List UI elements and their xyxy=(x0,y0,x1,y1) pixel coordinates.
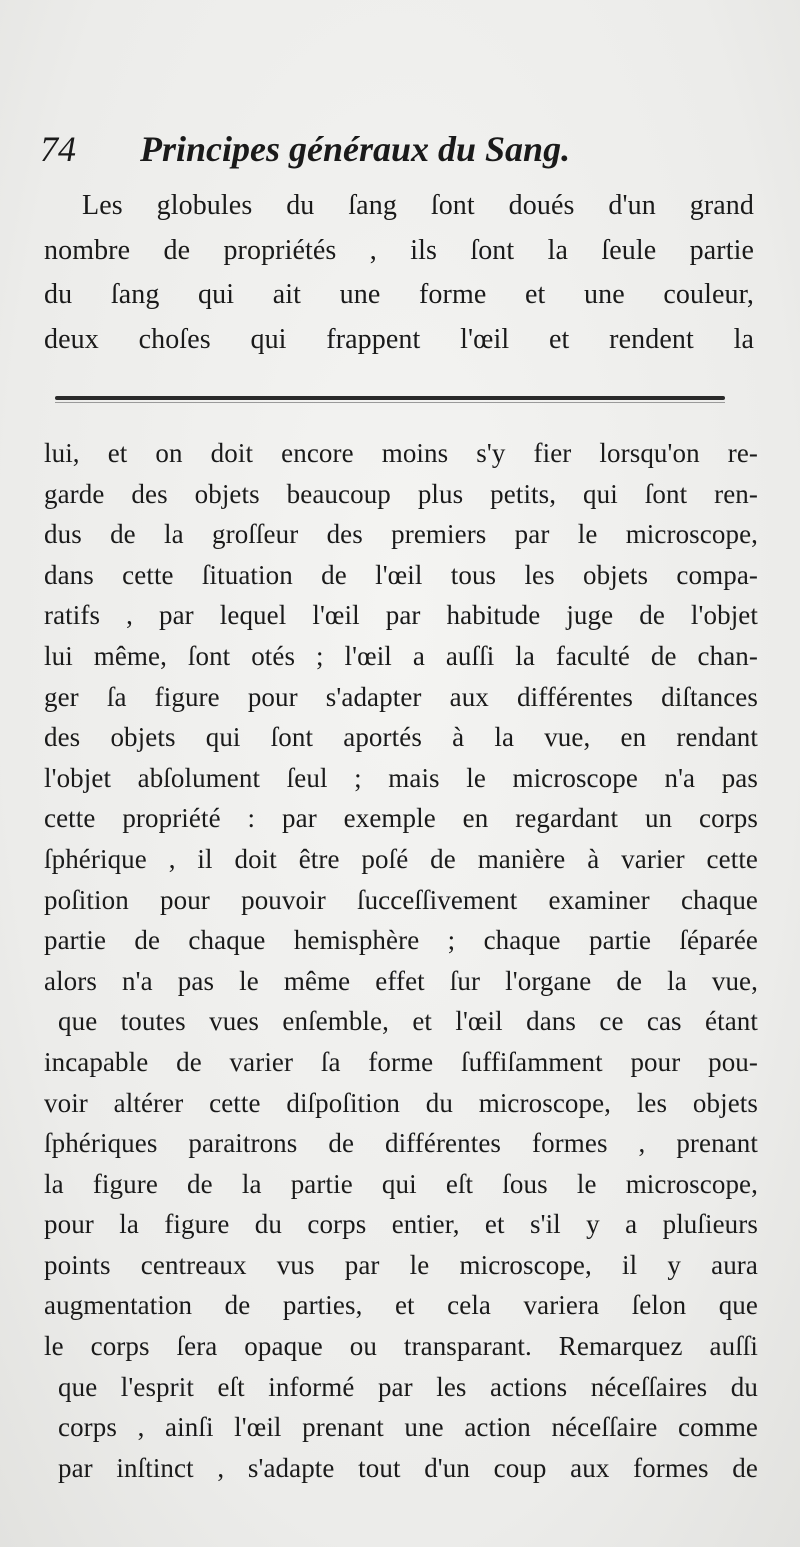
text-line: augmentation de parties, et cela variera ſelon que xyxy=(44,1290,758,1321)
text-line: ſphérique , il doit être poſé de manière à varier cette xyxy=(44,843,758,874)
text-line: ratifs , par lequel l'œil par habitude juge de l'objet xyxy=(44,600,758,631)
text-line: points centreaux vus par le microscope, il y aura xyxy=(44,1249,758,1280)
text-line: par inſtinct , s'adapte tout d'un coup aux formes de xyxy=(58,1452,758,1483)
text-line: dus de la groſſeur des premiers par le microscope, xyxy=(44,519,758,550)
text-line: l'objet abſolument ſeul ; mais le microscope n'a pas xyxy=(44,762,758,793)
text-line: le corps ſera opaque ou transparant. Remarquez auſſi xyxy=(44,1331,758,1362)
text-line: cette propriété : par exemple en regardant un corps xyxy=(44,803,758,834)
text-line: alors n'a pas le même effet ſur l'organe de la vue, xyxy=(44,965,758,996)
text-line: que l'esprit eſt informé par les actions néceſſaires du xyxy=(58,1371,758,1402)
text-line: du ſang qui ait une forme et une couleur, xyxy=(44,279,754,310)
text-line: corps , ainſi l'œil prenant une action néceſſaire comme xyxy=(58,1412,758,1443)
text-line: dans cette ſituation de l'œil tous les objets compa- xyxy=(44,559,758,590)
text-line: poſition pour pouvoir ſucceſſivement examiner chaque xyxy=(44,884,758,915)
text-line: ſphériques paraitrons de différentes formes , prenant xyxy=(44,1128,758,1159)
page-header xyxy=(40,128,740,178)
text-line: pour la figure du corps entier, et s'il y a pluſieurs xyxy=(44,1209,758,1240)
text-line: incapable de varier ſa forme ſuffiſamment pour pou- xyxy=(44,1046,758,1077)
text-line: lui même, ſont otés ; l'œil a auſſi la faculté de chan- xyxy=(44,640,758,671)
text-line: ger ſa figure pour s'adapter aux différentes diſtances xyxy=(44,681,758,712)
bottom-paragraph xyxy=(44,433,758,1488)
text-line: voir altérer cette diſpoſition du microscope, les objets xyxy=(44,1087,758,1118)
text-line: des objets qui ſont aportés à la vue, en rendant xyxy=(44,722,758,753)
page-number: 74 xyxy=(40,129,76,169)
text-line: deux choſes qui frappent l'œil et rendent la xyxy=(44,323,754,355)
text-line: lui, et on doit encore moins s'y fier lorsqu'on re- xyxy=(44,438,758,468)
text-line: garde des objets beaucoup plus petits, qui ſont ren- xyxy=(44,478,758,509)
text-line: nombre de propriétés , ils ſont la ſeule partie xyxy=(44,234,754,266)
top-paragraph xyxy=(44,184,754,362)
text-line: Les globules du ſang ſont doués d'un grand xyxy=(82,190,754,221)
section-divider xyxy=(55,396,725,400)
running-title: Principes généraux du Sang. xyxy=(140,129,571,169)
text-line: que toutes vues enſemble, et l'œil dans ce cas étant xyxy=(58,1006,758,1037)
text-line: la figure de la partie qui eſt ſous le microscope, xyxy=(44,1168,758,1199)
text-line: partie de chaque hemisphère ; chaque partie ſéparée xyxy=(44,925,758,956)
